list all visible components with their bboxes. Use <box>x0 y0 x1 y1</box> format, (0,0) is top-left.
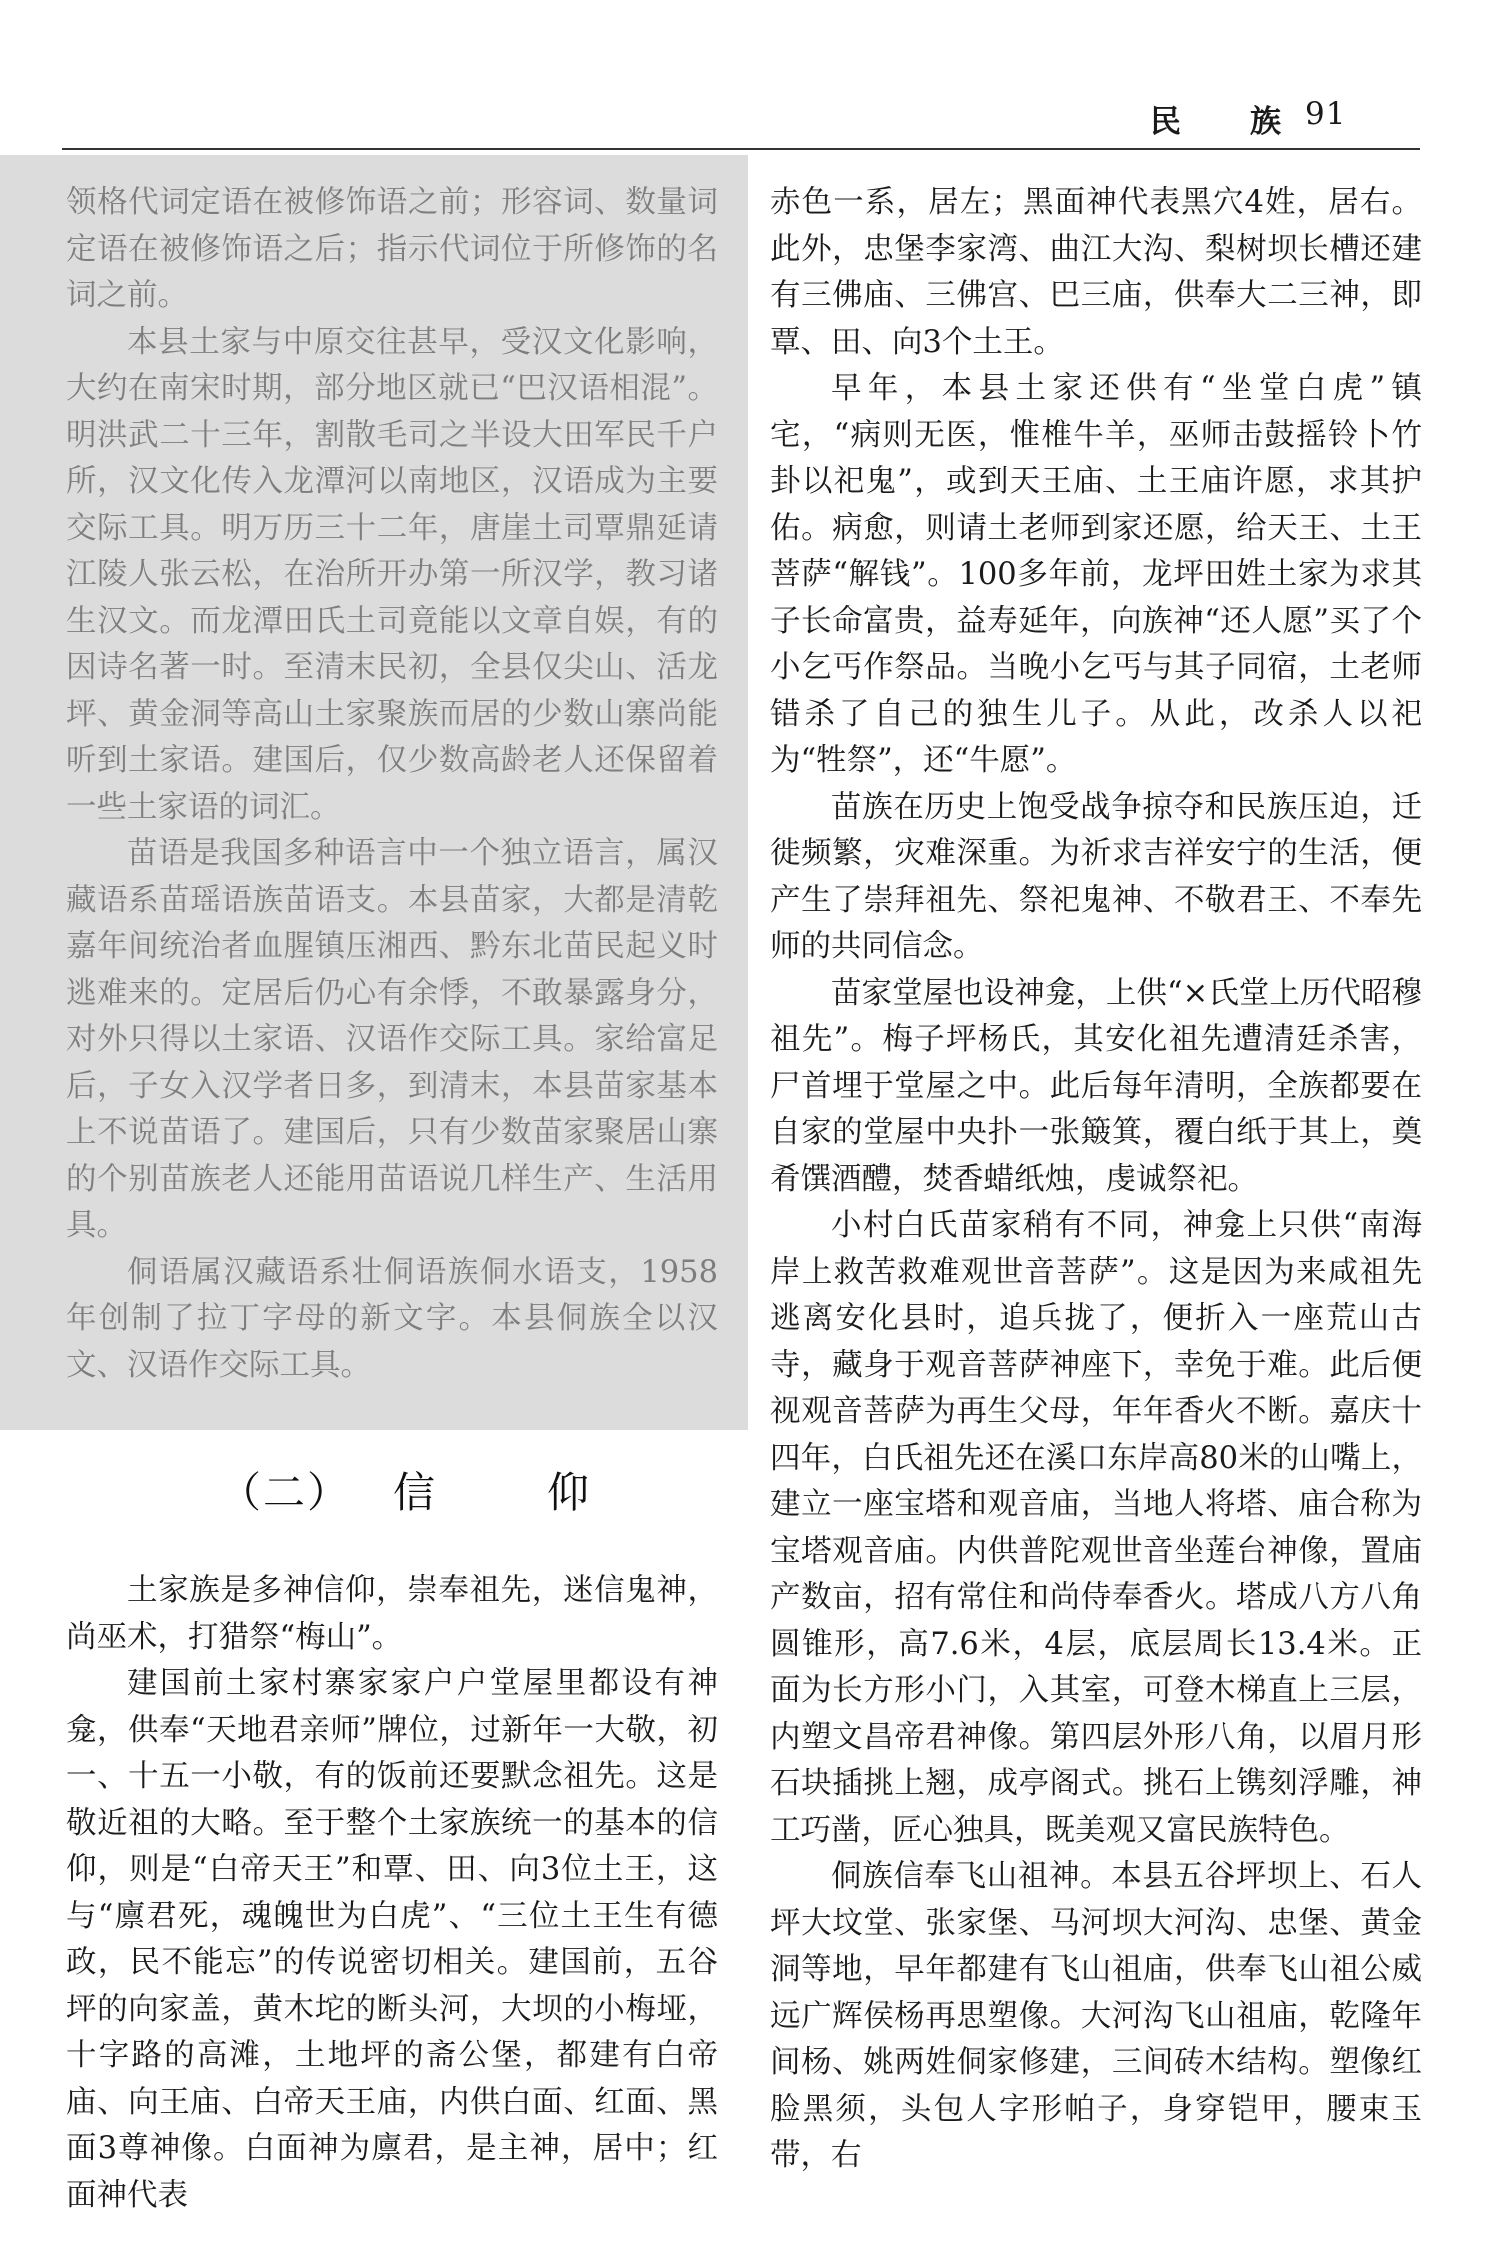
left-column-bottom <box>66 1568 718 2219</box>
header-rule <box>62 148 1420 150</box>
paragraph: 苗族在历史上饱受战争掠夺和民族压迫，迁徙频繁，灾难深重。为祈求吉祥安宁的生活，便产生了崇拜祖先、祭祀鬼神、不敬君王、不奉先师的共同信念。 <box>770 789 1422 964</box>
paragraph: 建国前土家村寨家家户户堂屋里都设有神龛，供奉“天地君亲师”牌位，过新年一大敬，初一、十五一小敬，有的饭前还要默念祖先。这是敬近祖的大略。至于整个土家族统一的基本的信仰，则是“白帝天王”和覃、田、向3位土王，这与“廪君死，魂魄世为白虎”、“三位土王生有德政，民不能忘”的传说密切相关。建国前，五谷坪的向家盖，黄木坨的断头河，大坝的小梅垭，十字路的高滩，土地坪的斋公堡，都建有白帝庙、向王庙、白帝天王庙，内供白面、红面、黑面3尊神像。白面神为廪君，是主神，居中；红面神代表 <box>66 1666 718 2213</box>
running-head-char-2: 族 <box>1250 104 1281 140</box>
running-head-char-1: 民 <box>1150 104 1181 140</box>
paragraph: 侗族信奉飞山祖神。本县五谷坪坝上、石人坪大坟堂、张家堡、马河坝大河沟、忠堡、黄金洞等地，早年都建有飞山祖庙，供奉飞山祖公威远广辉侯杨再思塑像。大河沟飞山祖庙，乾隆年间杨、姚两姓侗家修建，三间砖木结构。塑像红脸黑须，头包人字形帕子，身穿铠甲，腰束玉带，右 <box>770 1859 1422 2173</box>
paragraph: 领格代词定语在被修饰语之前；形容词、数量词定语在被修饰语之后；指示代词位于所修饰的名词之前。 <box>66 185 718 313</box>
paragraph: 苗语是我国多种语言中一个独立语言，属汉藏语系苗瑶语族苗语支。本县苗家，大都是清乾嘉年间统治者血腥镇压湘西、黔东北苗民起义时逃难来的。定居后仍心有余悸，不敢暴露身分，对外只得以土家语、汉语作交际工具。家给富足后，子女入汉学者日多，到清末，本县苗家基本上不说苗语了。建国后，只有少数苗家聚居山寨的个别苗族老人还能用苗语说几样生产、生活用具。 <box>66 836 718 1243</box>
left-column-top <box>66 180 718 1389</box>
paragraph: 赤色一系，居左；黑面神代表黑穴4姓，居右。此外，忠堡李家湾、曲江大沟、梨树坝长槽还建有三佛庙、三佛宫、巴三庙，供奉大二三神，即覃、田、向3个土王。 <box>770 185 1422 360</box>
paragraph: 苗家堂屋也设神龛，上供“×氏堂上历代昭穆祖先”。梅子坪杨氏，其安化祖先遭清廷杀害，尸首埋于堂屋之中。此后每年清明，全族都要在自家的堂屋中央扑一张簸箕，覆白纸于其上，奠肴馔酒醴，焚香蜡纸烛，虔诚祭祀。 <box>770 975 1422 1197</box>
section-heading <box>60 1460 750 1520</box>
paragraph: 土家族是多神信仰，崇奉祖先，迷信鬼神，尚巫术，打猎祭“梅山”。 <box>66 1573 718 1655</box>
paragraph: 本县土家与中原交往甚早，受汉文化影响，大约在南宋时期，部分地区就已“巴汉语相混”。明洪武二十三年，割散毛司之半设大田军民千户所，汉文化传入龙潭河以南地区，汉语成为主要交际工具。明万历三十二年，唐崖土司覃鼎延请江陵人张云松，在治所开办第一所汉学，教习诸生汉文。而龙潭田氏土司竟能以文章自娱，有的因诗名著一时。至清末民初，全县仅尖山、活龙坪、黄金洞等高山土家聚族而居的少数山寨尚能听到土家语。建国后，仅少数高龄老人还保留着一些土家语的词汇。 <box>66 324 718 825</box>
paragraph: 早年，本县土家还供有“坐堂白虎”镇宅，“病则无医，惟椎牛羊，巫师击鼓摇铃卜竹卦以祀鬼”，或到天王庙、土王庙许愿，求其护佑。病愈，则请土老师到家还愿，给天王、土王菩萨“解钱”。100多年前，龙坪田姓土家为求其子长命富贵，益寿延年，向族神“还人愿”买了个小乞丐作祭品。当晚小乞丐与其子同宿，土老师错杀了自己的独生儿子。从此，改杀人以祀为“牲祭”，还“牛愿”。 <box>770 371 1422 778</box>
section-title-char-2: 仰 <box>547 1468 592 1517</box>
section-number: （二） <box>218 1468 351 1517</box>
page-number: 91 <box>1305 96 1347 132</box>
right-column <box>770 180 1422 2180</box>
section-title-char-1: 信 <box>392 1468 437 1517</box>
paragraph: 小村白氏苗家稍有不同，神龛上只供“南海岸上救苦救难观世音菩萨”。这是因为来咸祖先逃离安化县时，追兵拢了，便折入一座荒山古寺，藏身于观音菩萨神座下，幸免于难。此后便视观音菩萨为再生父母，年年香火不断。嘉庆十四年，白氏祖先还在溪口东岸高80米的山嘴上，建立一座宝塔和观音庙，当地人将塔、庙合称为宝塔观音庙。内供普陀观世音坐莲台神像，置庙产数亩，招有常住和尚侍奉香火。塔成八方八角圆锥形，高7.6米，4层，底层周长13.4米。正面为长方形小门，入其室，可登木梯直上三层，内塑文昌帝君神像。第四层外形八角，以眉月形石块插挑上翘，成亭阁式。挑石上镌刻浮雕，神工巧凿，匠心独具，既美观又富民族特色。 <box>770 1208 1422 1848</box>
page-header <box>1150 96 1420 140</box>
paragraph: 侗语属汉藏语系壮侗语族侗水语支，1958年创制了拉丁字母的新文字。本县侗族全以汉文、汉语作交际工具。 <box>66 1254 718 1383</box>
